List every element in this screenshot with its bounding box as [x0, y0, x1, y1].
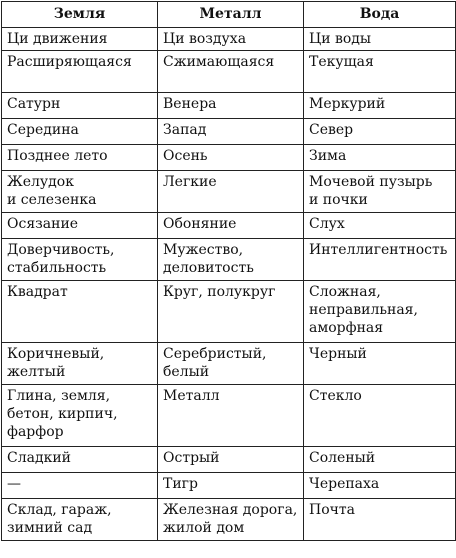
table-row [2, 51, 456, 93]
table-cell [158, 145, 304, 171]
cell-text: Доверчивость, стабильность [7, 242, 115, 276]
table-row [2, 145, 456, 171]
table-row [2, 213, 456, 239]
table-row [2, 93, 456, 119]
table-cell [158, 93, 304, 119]
table-cell [304, 28, 456, 51]
document-page [1, 1, 455, 556]
cell-text: Зима [309, 148, 347, 164]
table-cell [2, 51, 158, 93]
cell-text: Запад [163, 122, 207, 138]
cell-text: Тигр [163, 476, 198, 492]
table-row [2, 119, 456, 145]
table-cell [158, 447, 304, 473]
table-cell [304, 119, 456, 145]
table-cell [304, 213, 456, 239]
table-cell [2, 447, 158, 473]
table-cell [2, 343, 158, 385]
cell-text: Север [309, 122, 354, 138]
cell-text: Квадрат [7, 284, 68, 300]
table-cell [2, 281, 158, 343]
cell-text: Острый [163, 450, 220, 466]
cell-text: Позднее лето [7, 148, 108, 164]
table-row [2, 343, 456, 385]
table-cell [304, 281, 456, 343]
table-cell [304, 93, 456, 119]
elements-table [1, 1, 456, 541]
cell-text: Середина [7, 122, 79, 138]
cell-text: Осень [163, 148, 208, 164]
cell-text: Меркурий [309, 96, 386, 112]
table-cell [304, 239, 456, 281]
table-cell [158, 499, 304, 541]
cell-text: Обоняние [163, 216, 237, 232]
table-cell [2, 213, 158, 239]
cell-text: Черепаха [309, 476, 380, 492]
table-cell [304, 499, 456, 541]
cell-text: Мужество, деловитость [163, 242, 254, 276]
table-cell [304, 447, 456, 473]
column-header-metal: Металл [158, 2, 304, 28]
table-cell [2, 119, 158, 145]
table-cell [304, 343, 456, 385]
cell-text: — [7, 476, 21, 492]
table-cell [304, 171, 456, 213]
cell-text: Ци воздуха [163, 31, 247, 47]
cell-text: Расширяющаяся [7, 54, 132, 70]
cell-text: Венера [163, 96, 217, 112]
cell-text: Почта [309, 502, 355, 518]
cell-text: Коричневый, желтый [7, 346, 105, 380]
table-cell [2, 28, 158, 51]
table-cell [158, 343, 304, 385]
cell-text: Желудок и селезенка [7, 174, 97, 208]
cell-text: Сладкий [7, 450, 71, 466]
table-row [2, 499, 456, 541]
cell-text: Ци движения [7, 31, 108, 47]
table-cell [2, 385, 158, 447]
table-cell [158, 171, 304, 213]
cell-text: Серебристый, белый [163, 346, 267, 380]
cell-text: Легкие [163, 174, 217, 190]
column-header-water: Вода [304, 2, 456, 28]
table-cell [158, 51, 304, 93]
cell-text: Осязание [7, 216, 79, 232]
cell-text: Круг, полукруг [163, 284, 276, 300]
table-header-row [2, 2, 456, 28]
table-cell [158, 119, 304, 145]
table-cell [158, 239, 304, 281]
cell-text: Мочевой пузырь и почки [309, 174, 433, 208]
cell-text: Стекло [309, 388, 362, 404]
table-row [2, 473, 456, 499]
cell-text: Сжимающаяся [163, 54, 275, 70]
table-row [2, 171, 456, 213]
table-cell [158, 281, 304, 343]
table-cell [304, 385, 456, 447]
table-cell [2, 499, 158, 541]
column-header-earth: Земля [2, 2, 158, 28]
table-row [2, 447, 456, 473]
cell-text: Глина, земля, бетон, кирпич, фарфор [7, 388, 118, 440]
cell-text: Соленый [309, 450, 376, 466]
cell-text: Сатурн [7, 96, 61, 112]
table-cell [304, 473, 456, 499]
table-cell [304, 145, 456, 171]
table-cell [158, 385, 304, 447]
table-cell [2, 145, 158, 171]
table-row [2, 281, 456, 343]
cell-text: Черный [309, 346, 367, 362]
table-cell [158, 28, 304, 51]
cell-text: Интеллигентность [309, 242, 448, 258]
table-row [2, 385, 456, 447]
table-cell [158, 213, 304, 239]
table-cell [2, 473, 158, 499]
cell-text: Склад, гараж, зимний сад [7, 502, 112, 536]
cell-text: Железная дорога, жилой дом [163, 502, 298, 536]
table-cell [2, 171, 158, 213]
table-row [2, 239, 456, 281]
cell-text: Сложная, неправильная, аморфная [309, 284, 418, 336]
table-cell [2, 239, 158, 281]
table-cell [304, 51, 456, 93]
cell-text: Текущая [309, 54, 374, 70]
table-cell [2, 93, 158, 119]
cell-text: Слух [309, 216, 345, 232]
table-cell [158, 473, 304, 499]
table-row [2, 28, 456, 51]
cell-text: Металл [163, 388, 220, 404]
cell-text: Ци воды [309, 31, 372, 47]
